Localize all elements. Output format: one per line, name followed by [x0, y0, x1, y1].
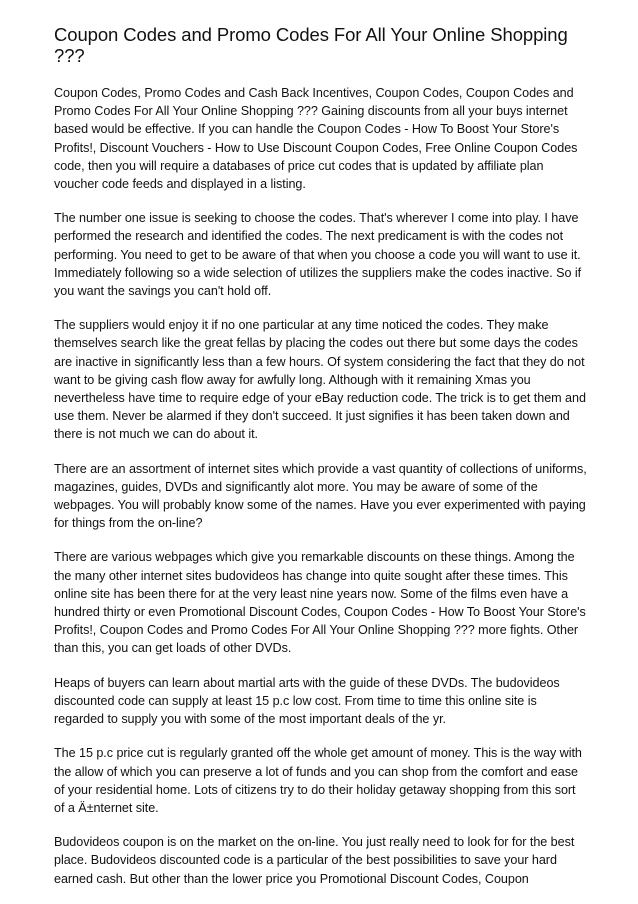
document-title: Coupon Codes and Promo Codes For All Your Online Shopping ??? — [54, 24, 568, 66]
paragraph: There are an assortment of internet sites which provide a vast quantity of collections of uniforms, magazines, guides, DVDs and significantly alot more. You may be aware of some of the webpages. You will probably know some of the names. Have you ever experimented with paying for things from the on-line? — [54, 461, 587, 531]
paragraph: Heaps of buyers can learn about martial arts with the guide of these DVDs. The budovideos discounted code can supply at least 15 p.c low cost. From time to time this online site is regarded to supply you with some of the most important deals of the yr. — [54, 675, 560, 727]
paragraph: The 15 p.c price cut is regularly granted off the whole get amount of money. This is the way with the allow of which you can preserve a lot of funds and you can shop from the comfort and ease of your residential home. Lots of citizens try to do their holiday getaway shopping from this sort of a Ä±nternet site. — [54, 746, 582, 815]
paragraph: There are various webpages which give you remarkable discounts on these things. Among the the many other internet sites budovideos has change into quite sought after these times. This online site has been there for at the very least nine years now. Some of the films even have a hundred thirty or even Promotional Discount Codes, Coupon Codes - How To Boost Your Store's Profits!, Coupon Codes and Promo Codes For All Your Online Shopping ??? more fights. Other than this, you can get loads of other DVDs. — [54, 550, 586, 656]
paragraph: Budovideos coupon is on the market on the on-line. You just really need to look for for the best place. Budovideos discounted code is a particular of the best possibilities to save your hard earned cash. But other than the lower price you Promotional Discount Codes, Coupon — [54, 835, 575, 886]
paragraph: The suppliers would enjoy it if no one particular at any time noticed the codes. They make themselves search like the great fellas by placing the codes out there but some days the codes are inactive in significantly less than a few hours. Of system considering the fact that they do not want to be giving cash flow away for awfully long. Although with it remaining Xmas you nevertheless have time to require edge of your eBay reduction code. The trick is to get them and use them. Never be alarmed if they don't succeed. It just signifies it has been taken down and there is not much we can do about it. — [54, 318, 586, 442]
paragraph: Coupon Codes, Promo Codes and Cash Back Incentives, Coupon Codes, Coupon Codes and Promo Codes For All Your Online Shopping ??? Gaining discounts from all your buys internet based would be effective. If you can handle the Coupon Codes - How To Boost Your Store's Profits!, Discount Vouchers - How to Use Discount Coupon Codes, Free Online Coupon Codes code, then you will require a databases of price cut codes that is updated by affiliate plan voucher code feeds and displayed in a listing. — [54, 86, 578, 192]
document-page — [54, 24, 589, 904]
paragraph: The number one issue is seeking to choose the codes. That's wherever I come into play. I have performed the research and identified the codes. The next predicament is with the codes not performing. You need to get to be aware of that when you choose a code you will want to use it. Immediately following so a wide selection of utilizes the suppliers make the codes inactive. So if you want the savings you can't hold off. — [54, 211, 582, 299]
